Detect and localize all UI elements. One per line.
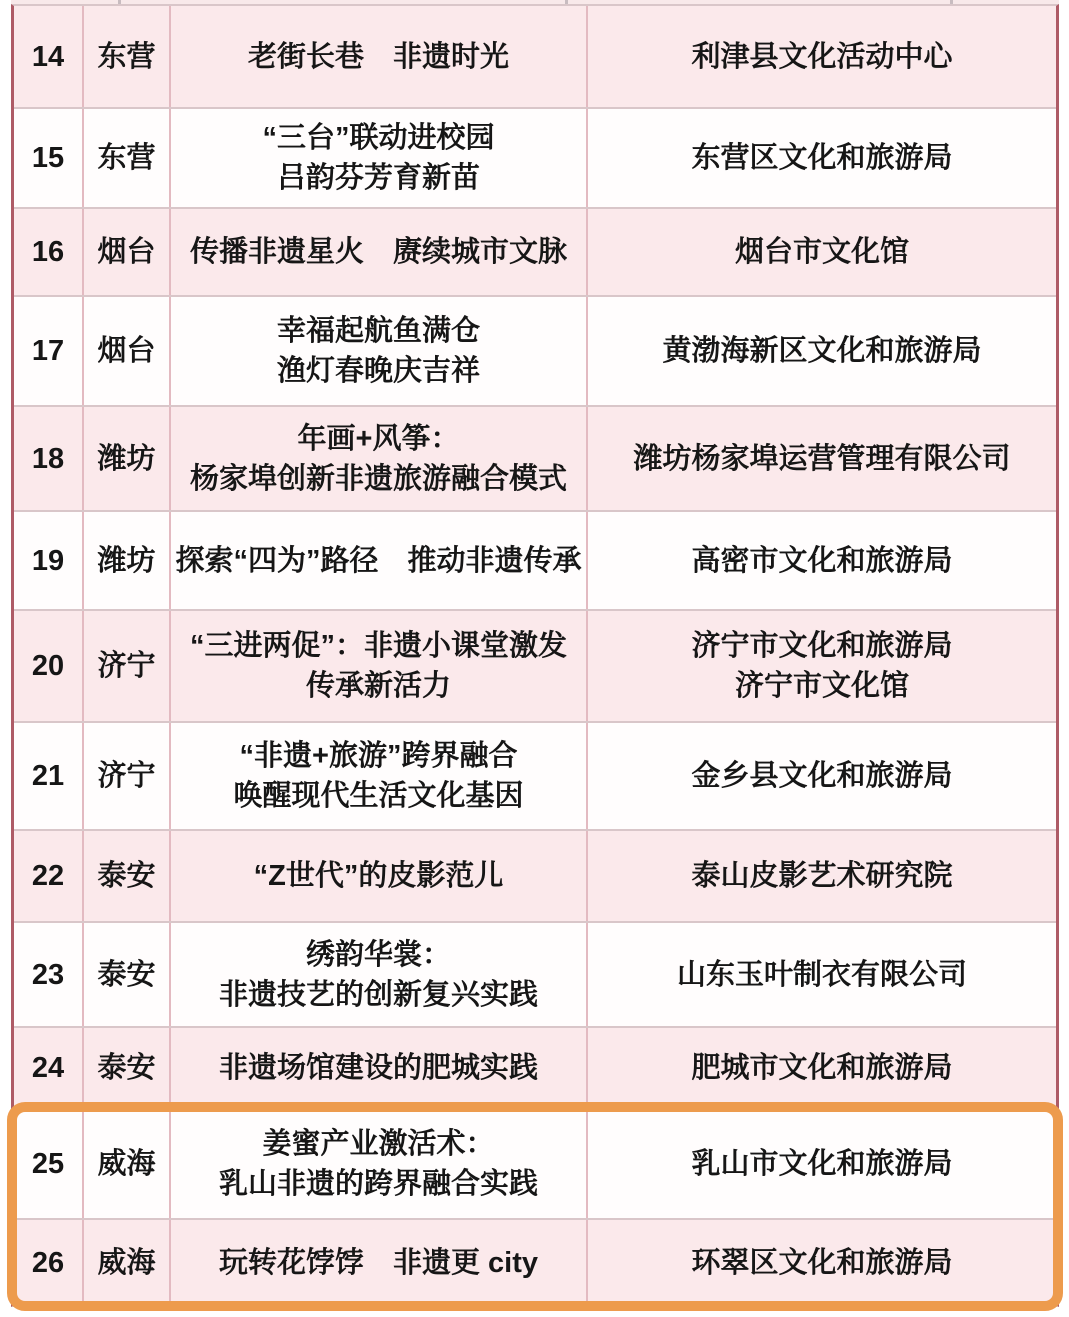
organization-name: 济宁市文化馆 [734, 670, 909, 702]
cell-organization [588, 109, 1056, 207]
cell-project [171, 209, 588, 295]
cell-project [171, 512, 588, 609]
city-label: 潍坊 [97, 544, 156, 577]
project-title: “Z世代”的皮影范儿 [253, 860, 504, 892]
cell-project [171, 1110, 588, 1218]
cell-project [171, 109, 588, 207]
project-title: 非遗技艺的创新复兴实践 [218, 978, 538, 1011]
project-title: 非遗场馆建设的肥城实践 [218, 1052, 538, 1084]
cell-project [171, 723, 588, 829]
cell-project [171, 831, 588, 921]
city-label: 泰安 [97, 1052, 156, 1084]
cell-organization [588, 407, 1056, 510]
cell-city [84, 512, 171, 609]
project-title: “非遗+旅游”跨界融合 [239, 740, 518, 772]
row-number: 14 [31, 40, 65, 73]
city-label: 济宁 [97, 760, 156, 792]
project-title: 绣韵华裳： [305, 938, 451, 971]
cell-organization [588, 611, 1056, 721]
cell-project [171, 6, 588, 107]
cell-project [171, 407, 588, 510]
cell-city [84, 209, 171, 295]
row-number: 16 [31, 236, 65, 268]
city-label: 威海 [97, 1246, 156, 1279]
cell-row-number [14, 209, 84, 295]
cell-organization [588, 297, 1056, 405]
city-label: 威海 [97, 1148, 156, 1180]
cell-row-number [14, 6, 84, 107]
project-title: 探索“四为”路径 推动非遗传承 [175, 544, 582, 577]
project-title: 幸福起航鱼满仓 [276, 315, 480, 347]
row-number: 26 [31, 1246, 65, 1279]
cell-project [171, 297, 588, 405]
city-label: 潍坊 [97, 442, 156, 475]
cell-project [171, 611, 588, 721]
city-label: 泰安 [97, 860, 156, 892]
cell-organization [588, 1110, 1056, 1218]
heritage-project-table [11, 4, 1059, 1307]
cell-city [84, 109, 171, 207]
project-title: 姜蜜产业激活术： [262, 1128, 495, 1160]
row-number: 21 [31, 760, 65, 792]
cell-row-number [14, 109, 84, 207]
table-row [14, 923, 1056, 1028]
cell-row-number [14, 723, 84, 829]
cell-row-number [14, 831, 84, 921]
cell-city [84, 831, 171, 921]
project-title: “三进两促”：非遗小课堂激发 [189, 630, 567, 662]
table-row [14, 407, 1056, 512]
project-title: 玩转花饽饽 非遗更 city [218, 1246, 539, 1279]
organization-name: 黄渤海新区文化和旅游局 [662, 335, 982, 367]
organization-name: 山东玉叶制衣有限公司 [676, 958, 967, 991]
cell-organization [588, 1028, 1056, 1108]
organization-name: 环翠区文化和旅游局 [691, 1246, 953, 1279]
cell-city [84, 297, 171, 405]
cell-organization [588, 209, 1056, 295]
project-title: 传承新活力 [305, 670, 451, 702]
table-row [14, 297, 1056, 407]
cell-row-number [14, 1110, 84, 1218]
project-title: 年画+风筝： [297, 422, 460, 455]
row-number: 20 [31, 650, 65, 682]
organization-name: 肥城市文化和旅游局 [691, 1052, 953, 1084]
row-number: 18 [31, 442, 65, 475]
table-row [14, 6, 1056, 109]
row-number: 24 [31, 1052, 65, 1084]
row-number: 23 [31, 958, 65, 991]
table-row [14, 1220, 1056, 1305]
row-number: 15 [31, 142, 65, 174]
organization-name: 泰山皮影艺术研究院 [691, 860, 953, 892]
table-row [14, 723, 1056, 831]
city-label: 东营 [97, 40, 156, 73]
cell-city [84, 611, 171, 721]
cell-city [84, 1220, 171, 1305]
cell-project [171, 1028, 588, 1108]
row-number: 25 [31, 1148, 65, 1180]
city-label: 烟台 [97, 335, 156, 367]
table-row [14, 512, 1056, 611]
cell-organization [588, 512, 1056, 609]
project-title: 传播非遗星火 赓续城市文脉 [189, 236, 567, 268]
table-row [14, 611, 1056, 723]
organization-name: 高密市文化和旅游局 [691, 544, 953, 577]
cell-city [84, 723, 171, 829]
project-title: 乳山非遗的跨界融合实践 [218, 1168, 538, 1200]
organization-name: 潍坊杨家埠运营管理有限公司 [633, 442, 1011, 475]
project-title: 杨家埠创新非遗旅游融合模式 [189, 462, 567, 495]
cell-organization [588, 831, 1056, 921]
cell-organization [588, 923, 1056, 1026]
cell-project [171, 1220, 588, 1305]
organization-name: 烟台市文化馆 [734, 236, 909, 268]
project-title: 老街长巷 非遗时光 [247, 40, 509, 73]
organization-name: 利津县文化活动中心 [691, 40, 953, 73]
cell-city [84, 1110, 171, 1218]
cell-city [84, 6, 171, 107]
cell-row-number [14, 407, 84, 510]
row-number: 22 [31, 860, 65, 892]
city-label: 泰安 [97, 958, 156, 991]
city-label: 烟台 [97, 236, 156, 268]
cell-row-number [14, 923, 84, 1026]
table-row [14, 1110, 1056, 1220]
organization-name: 金乡县文化和旅游局 [691, 760, 953, 792]
cell-organization [588, 1220, 1056, 1305]
project-title: 吕韵芬芳育新苗 [276, 162, 480, 194]
row-number: 17 [31, 335, 65, 367]
table-row [14, 109, 1056, 209]
cell-project [171, 923, 588, 1026]
city-label: 济宁 [97, 650, 156, 682]
cell-row-number [14, 1220, 84, 1305]
table-row [14, 831, 1056, 923]
cell-row-number [14, 611, 84, 721]
project-title: 渔灯春晚庆吉祥 [276, 355, 480, 387]
organization-name: 乳山市文化和旅游局 [691, 1148, 953, 1180]
cell-organization [588, 6, 1056, 107]
city-label: 东营 [97, 142, 156, 174]
cell-row-number [14, 297, 84, 405]
cell-city [84, 923, 171, 1026]
organization-name: 济宁市文化和旅游局 [691, 630, 953, 662]
cell-organization [588, 723, 1056, 829]
cell-city [84, 1028, 171, 1108]
table-row [14, 209, 1056, 297]
organization-name: 东营区文化和旅游局 [691, 142, 953, 174]
cell-row-number [14, 512, 84, 609]
table-row [14, 1028, 1056, 1110]
cell-row-number [14, 1028, 84, 1108]
cell-city [84, 407, 171, 510]
row-number: 19 [31, 544, 65, 577]
project-title: “三台”联动进校园 [262, 122, 495, 154]
project-title: 唤醒现代生活文化基因 [233, 780, 524, 812]
